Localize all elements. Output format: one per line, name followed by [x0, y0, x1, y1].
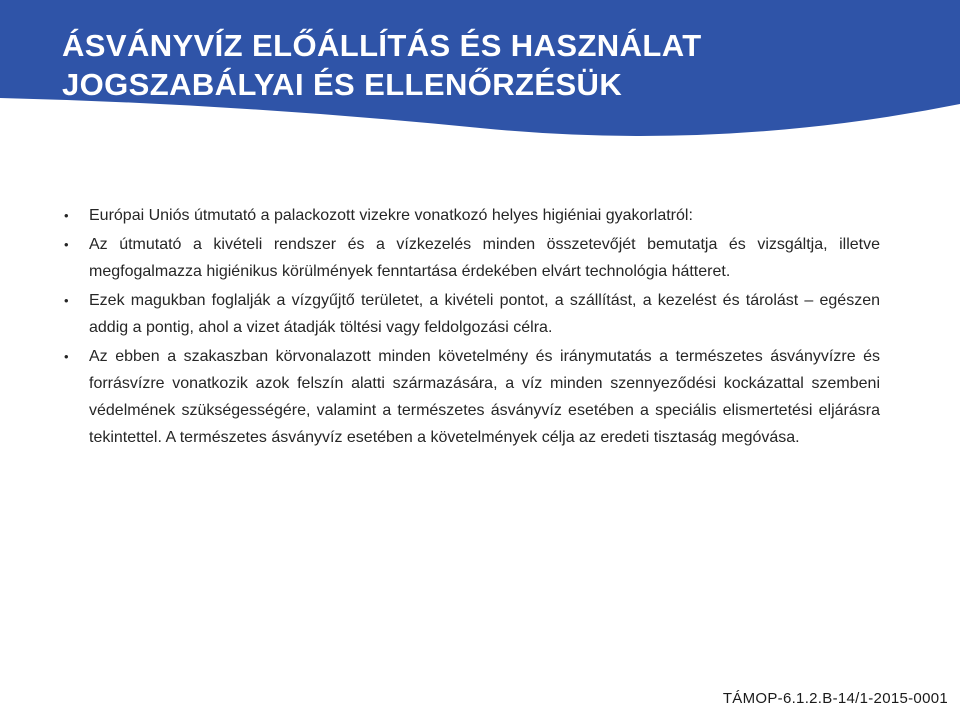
bullet-text: Az útmutató a kivételi rendszer és a vízkezelés minden összetevőjét bemutatja és vizsgáltja, illetve megfogalmazza higiénikus körülmények fenntartása érdekében elvárt technológia hátteret. [89, 236, 880, 280]
bullet-list [64, 202, 880, 453]
title-line-2: JOGSZABÁLYAI ÉS ELLENŐRZÉSÜK [62, 67, 623, 102]
title-line-1: ÁSVÁNYVÍZ ELŐÁLLÍTÁS ÉS HASZNÁLAT [62, 28, 702, 63]
slide-title [62, 26, 922, 104]
bullet-text: Ezek magukban foglalják a vízgyűjtő területet, a kivételi pontot, a szállítást, a kezelést és tárolást – egészen addig a pontig, ahol a vizet átadják töltési vagy feldolgozási célra. [89, 292, 880, 336]
bullet-text: Az ebben a szakaszban körvonalazott minden követelmény és iránymutatás a természetes ásványvízre és forrásvízre vonatkozik azok felszín alatti származására, a víz minden szennyeződési kockázattal szembeni védelmének szükségességére, valamint a természetes ásványvíz esetében a speciális elismertetési eljárásra tekintettel. A természetes ásványvíz esetében a követelmények célja az eredeti tisztaság megóvása. [89, 348, 880, 446]
bullet-text: Európai Uniós útmutató a palackozott vizekre vonatkozó helyes higiéniai gyakorlatról: [89, 207, 693, 224]
project-code-footer: TÁMOP-6.1.2.B-14/1-2015-0001 [722, 690, 948, 707]
bullet-item [64, 231, 880, 285]
bullet-dot-icon: • [64, 237, 69, 252]
bullet-item [64, 287, 880, 341]
bullet-item [64, 202, 880, 229]
bullet-dot-icon: • [64, 208, 69, 223]
bullet-dot-icon: • [64, 349, 69, 364]
bullet-item [64, 343, 880, 451]
bullet-dot-icon: • [64, 293, 69, 308]
